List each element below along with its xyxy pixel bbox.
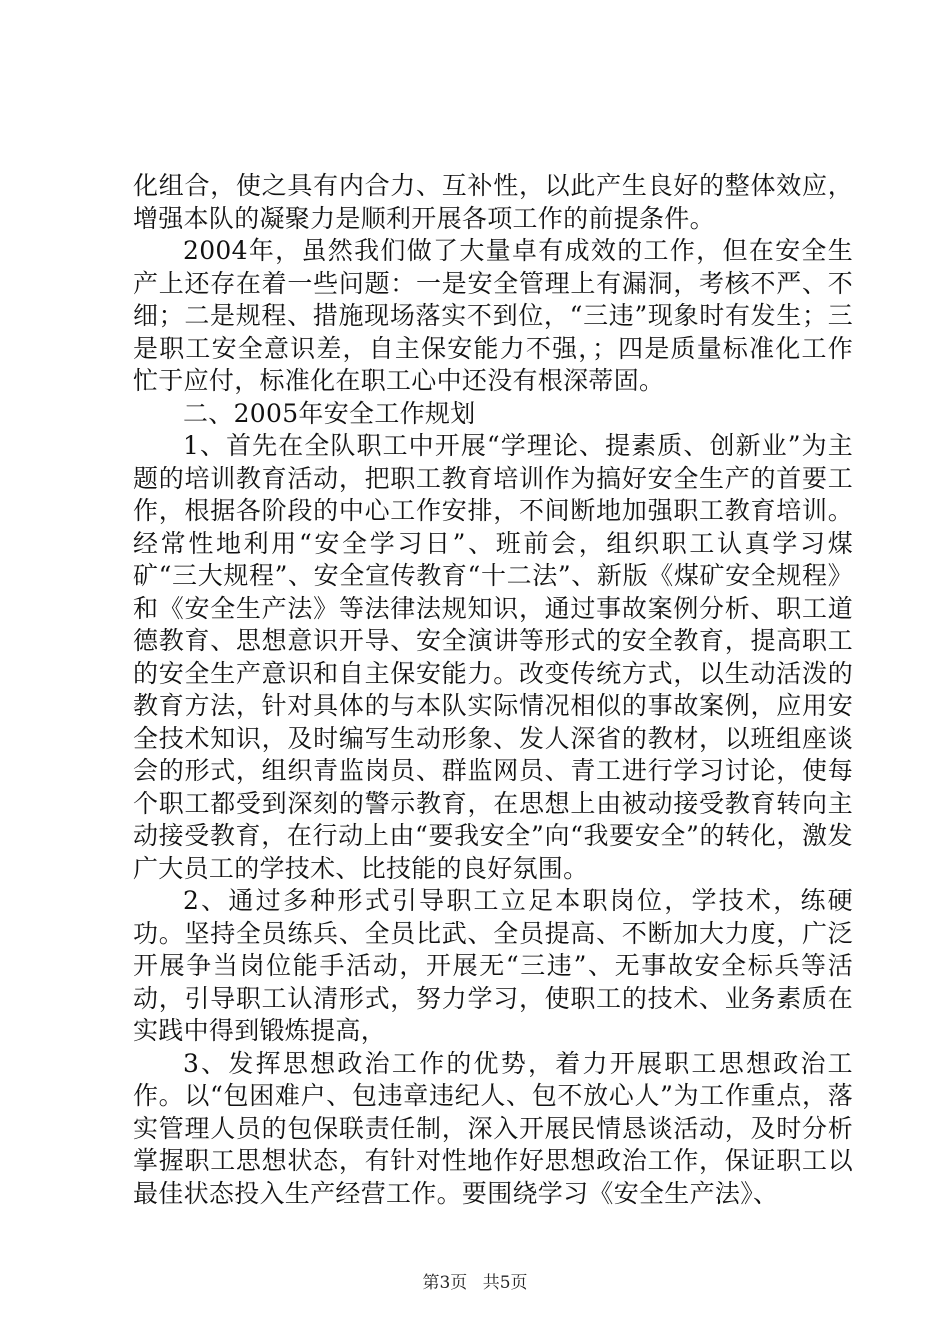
document-body xyxy=(133,170,853,1210)
page-total: 共5页 xyxy=(482,1273,528,1293)
paragraph-1: 化组合，使之具有内合力、互补性，以此产生良好的整体效应，增强本队的凝聚力是顺利开展各项工作的前提条件。 xyxy=(133,171,853,233)
paragraph-2: 2004年，虽然我们做了大量卓有成效的工作，但在安全生产上还存在着一些问题：一是安全管理上有漏洞，考核不严、不细；二是规程、措施现场落实不到位，“三违”现象时有发生；三是职工安全意识差，自主保安能力不强，；四是质量标准化工作忙于应付，标准化在职工心中还没有根深蒂固。 xyxy=(133,236,853,395)
paragraph-item-1: 1、首先在全队职工中开展“学理论、提素质、创新业”为主题的培训教育活动，把职工教育培训作为搞好安全生产的首要工作，根据各阶段的中心工作安排，不间断地加强职工教育培训。经常性地利用“安全学习日”、班前会，组织职工认真学习煤矿“三大规程”、安全宣传教育“十二法”、新版《煤矿安全规程》和《安全生产法》等法律法规知识，通过事故案例分析、职工道德教育、思想意识开导、安全演讲等形式的安全教育，提高职工的安全生产意识和自主保安能力。改变传统方式，以生动活泼的教育方法，针对具体的与本队实际情况相似的事故案例，应用安全技术知识，及时编写生动形象、发人深省的教材，以班组座谈会的形式，组织青监岗员、群监网员、青工进行学习讨论，使每个职工都受到深刻的警示教育，在思想上由被动接受教育转向主动接受教育，在行动上由“要我安全”向“我要安全”的转化，激发广大员工的学技术、比技能的良好氛围。 xyxy=(133,431,853,883)
paragraph-item-3: 3、发挥思想政治工作的优势，着力开展职工思想政治工作。以“包困难户、包违章违纪人、包不放心人”为工作重点，落实管理人员的包保联责任制，深入开展民情恳谈活动，及时分析掌握职工思想状态，有针对性地作好思想政治工作，保证职工以最佳状态投入生产经营工作。要围绕学习《安全生产法》、 xyxy=(133,1048,853,1208)
page-number: 第3页 xyxy=(422,1273,468,1293)
paragraph-item-2: 2、通过多种形式引导职工立足本职岗位，学技术，练硬功。坚持全员练兵、全员比武、全员提高、不断加大力度，广泛开展争当岗位能手活动，开展无“三违”、无事故安全标兵等活动，引导职工认清形式，努力学习，使职工的技术、业务素质在实践中得到锻炼提高， xyxy=(133,886,853,1045)
section-heading: 二、2005年安全工作规划 xyxy=(183,398,476,428)
page-footer xyxy=(0,1268,950,1293)
